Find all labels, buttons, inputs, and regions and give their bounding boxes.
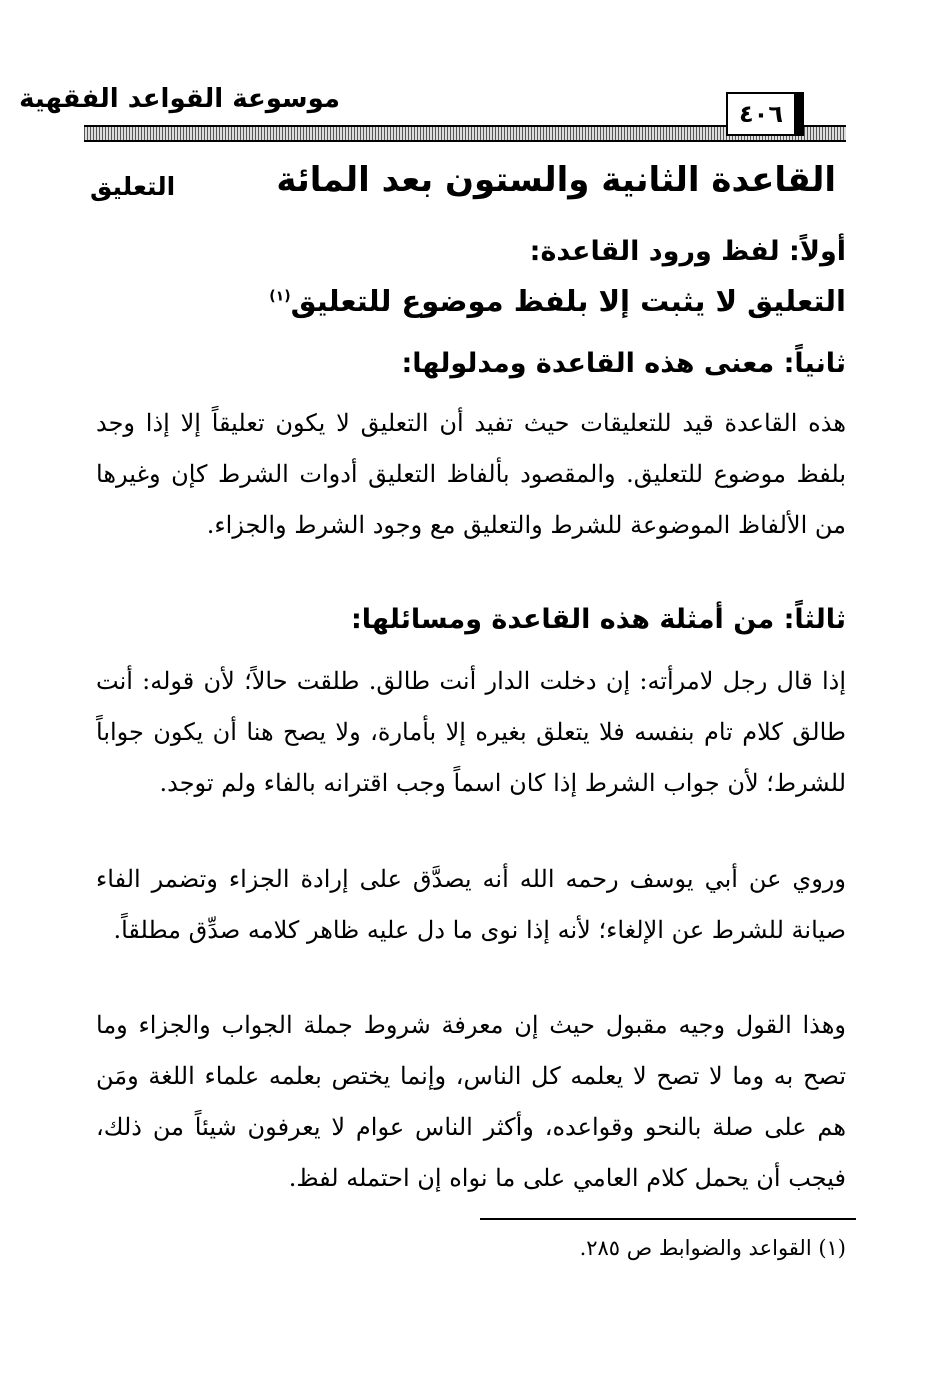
section3-heading: ثالثاً: من أمثلة هذه القاعدة ومسائلها: <box>350 604 846 635</box>
rule-statement-text: التعليق لا يثبت إلا بلفظ موضوع للتعليق <box>290 284 846 318</box>
section2-paragraph: هذه القاعدة قيد للتعليقات حيث تفيد أن التعليق لا يكون تعليقاً إلا إذا وجد بلفظ موضوع للتعليق. والمقصود بألفاظ التعليق أدوات الشرط كإن وغيرها من الألفاظ الموضوعة للشرط والتعليق مع وجود الشرط والجزاء. <box>96 409 846 539</box>
example-paragraph-3: وهذا القول وجيه مقبول حيث إن معرفة شروط جملة الجواب والجزاء وما تصح به وما لا تصح لا يعلمه كل الناس، وإنما يختص بعلمه علماء اللغة ومَن هم على صلة بالنحو وقواعده، وأكثر الناس عوام لا يعرفون شيئاً من ذلك، فيجب أن يحمل كلام العامي على ما نواه إن احتمله لفظ. <box>96 1011 846 1192</box>
example-paragraph-1: إذا قال رجل لامرأته: إن دخلت الدار أنت طالق. طلقت حالاً؛ لأن قوله: أنت طالق كلام تام بنفسه فلا يتعلق بغيره إلا بأمارة، ولا يصح هنا أن يكون جواباً للشرط؛ لأن جواب الشرط إذا كان اسماً وجب اقترانه بالفاء ولم توجد. <box>96 667 846 797</box>
footnote-ref: (١) <box>269 288 291 305</box>
example-paragraph-2: وروي عن أبي يوسف رحمه الله أنه يصدَّق على إرادة الجزاء وتضمر الفاء صيانة للشرط عن الإلغاء؛ لأنه إذا نوى ما دل عليه ظاهر كلامه صدِّق مطلقاً. <box>96 865 846 944</box>
rule-title: القاعدة الثانية والستون بعد المائة <box>276 160 836 200</box>
section1-heading: أولاً: لفظ ورود القاعدة: <box>529 236 846 267</box>
footnote: (١) القواعد والضوابط ص ٢٨٥. <box>579 1236 846 1260</box>
running-header-title: موسوعة القواعد الفقهية <box>19 84 340 114</box>
page-number-box: ٤٠٦ <box>726 92 796 136</box>
rule-statement <box>96 284 846 318</box>
section-tag: التعليق <box>90 172 176 201</box>
footnote-separator <box>480 1218 856 1220</box>
section2-heading: ثانياً: معنى هذه القاعدة ومدلولها: <box>401 348 846 379</box>
